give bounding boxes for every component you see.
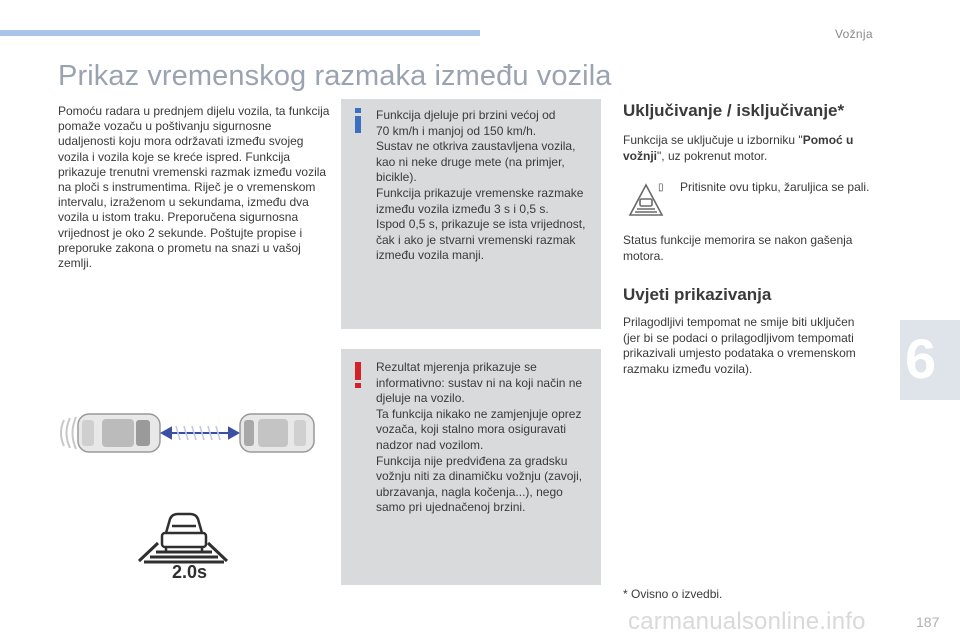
distance-display-value: 2.0s xyxy=(172,562,208,582)
section-label: Vožnja xyxy=(835,27,873,41)
menu-name: Pomoć u vožnji xyxy=(623,133,854,163)
warning-box xyxy=(341,349,601,585)
button-instruction: ▯ Pritisnite ovu tipku, žaruljica se pali. xyxy=(658,180,870,194)
cars-distance-icon xyxy=(58,408,320,458)
page-number: 187 xyxy=(916,614,940,630)
heading-conditions: Uvjeti prikazivanja xyxy=(623,285,772,304)
intro-text: Pomoću radara u prednjem dijelu vozila, ta funkcija pomaže vozaču u poštivanju sigurnosne udaljenosti koju mora održavati između svojeg vozila i vozila koje se kreće ispred. Funkcija prikazuje trenutni vremenski razmak između vozila na ploči s instrumentima. Riječ je o vremenskom intervalu, izraženom u sekundama, između dva vozila u istom traku. Preporučena sigurnosna vrijednost je oko 2 sekunde. Poštujte propise i preporuke zakona o prometu na snazi u vašoj zemlji. xyxy=(58,104,330,271)
warning-icon xyxy=(353,362,363,388)
header-accent-bar xyxy=(0,30,480,36)
heading-on-off: Uključivanje / isključivanje* xyxy=(623,101,845,120)
chapter-number: 6 xyxy=(905,327,937,390)
info-icon xyxy=(353,108,363,133)
info-box-text: Funkcija djeluje pri brzini većoj od 70 km/h i manjoj od 150 km/h. Sustav ne otkriva zaustavljena vozila, kao ni neke druge mete (na primjer, bicikle). Funkcija prikazuje vremenske razmake između vozila između 3 s i 0,5 s. Ispod 0,5 s, prikazuje se ista vrijednost, čak i ako je stvarni vremenski razmak između vozila manji. xyxy=(376,108,586,263)
info-box xyxy=(341,99,601,329)
bullet-icon: ▯ xyxy=(658,182,664,193)
watermark: carmanualsonline.info xyxy=(628,608,866,635)
warning-box-text: Rezultat mjerenja prikazuje se informativno: sustav ni na koji način ne djeluje na vozilo. Ta funkcija nikako ne zamjenjuje oprez vozača, koji stalno mora osiguravati nadzor nad vozilom. Funkcija nije predviđena za gradsku vožnju niti za dinamičku vožnju (zavoji, ubrzavanja, nagla kočenja...), nego samo pri ujednačenoj brzini. xyxy=(376,360,583,515)
conditions-text: Prilagodljivi tempomat ne smije biti uključen (jer bi se podaci o prilagodljivom tempomati prikazivali umjesto podataka o vremenskom razmaku između vozila). xyxy=(623,315,856,376)
on-off-text: Funkcija se uključuje u izborniku "Pomoć u vožnji", uz pokrenut motor. xyxy=(623,133,854,163)
footnote: * Ovisno o izvedbi. xyxy=(623,587,723,601)
memory-text: Status funkcije memorira se nakon gašenja motora. xyxy=(623,233,853,263)
page-title: Prikaz vremenskog razmaka između vozila xyxy=(58,60,612,92)
